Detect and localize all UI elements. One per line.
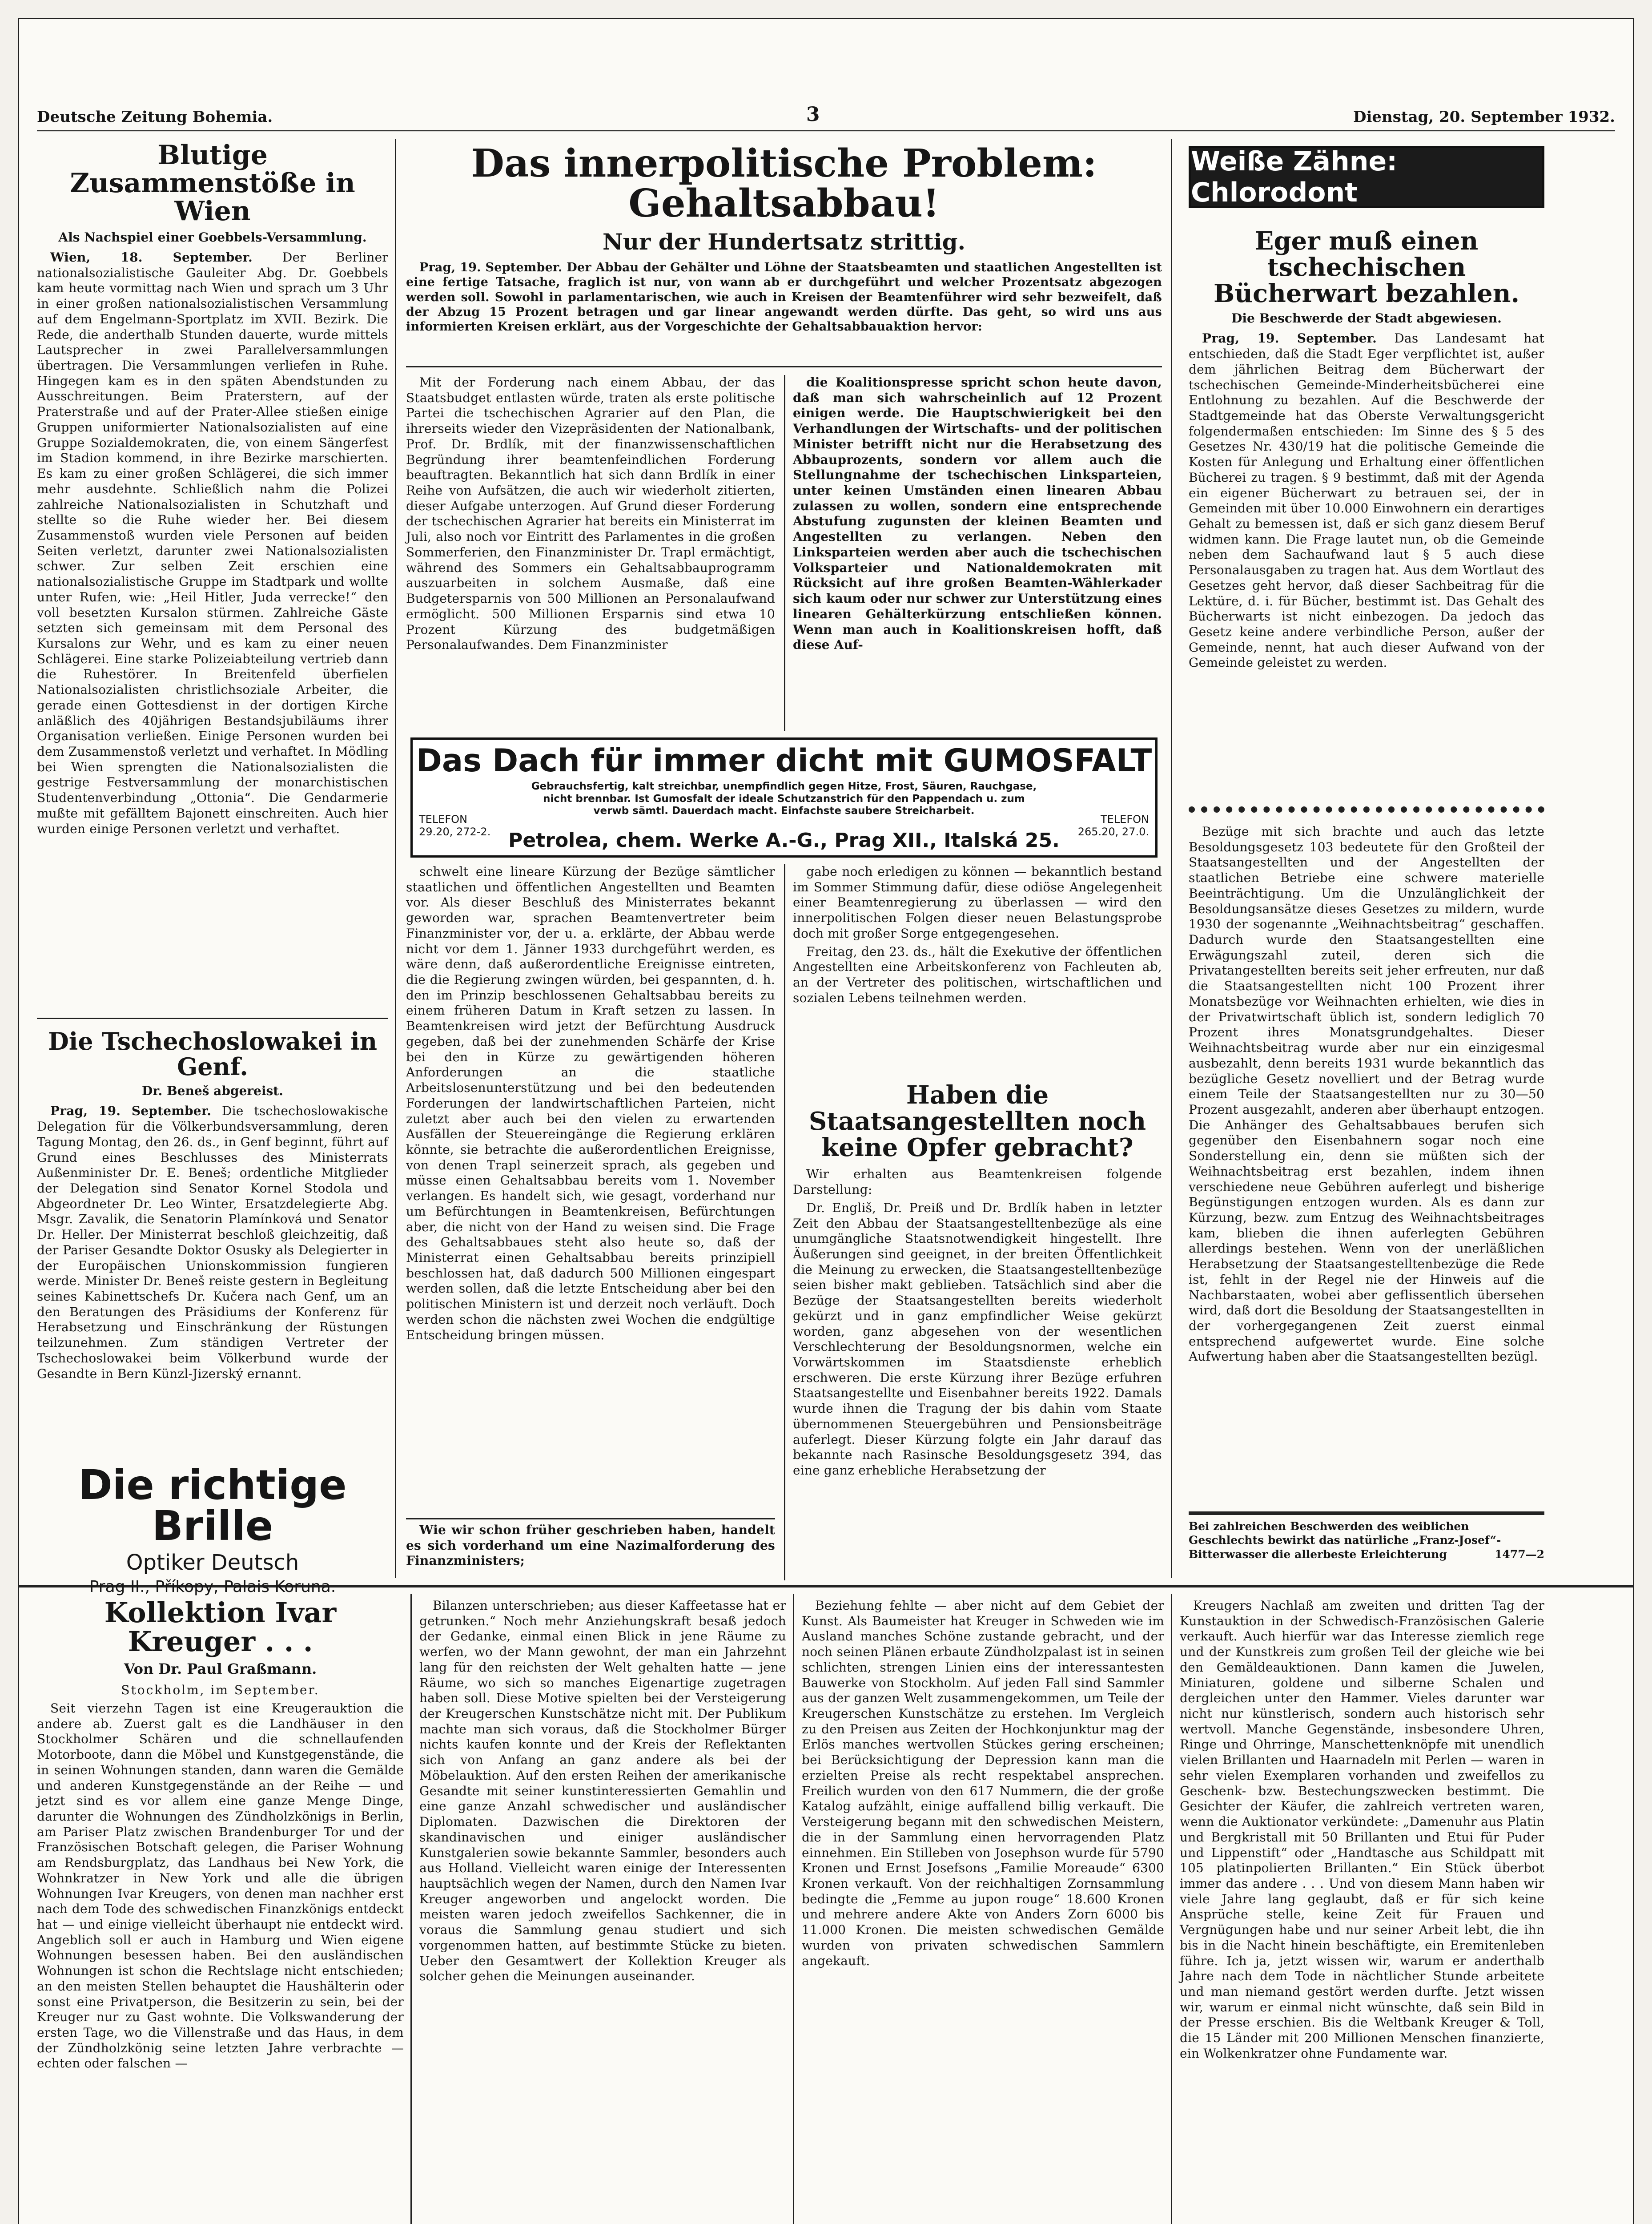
paragraph: die Koalitionspresse spricht schon heute davon, daß man sich wahrscheinlich auf 12 Prozent einigen werde. Die Hauptschwierigkeit bei den Verhandlungen der Wirtschafts- und der politischen Minister betrifft nicht nur die Herabsetzung des Abbauprozents, sondern vor allem auch die Stellungnahme der tschechischen Linksparteien, unter keinen Umständen einen linearen Abbau zulassen zu wollen, sondern eine entsprechende Abstufung zugunsten der kleinen Beamten und Angestellten zu verlangen. Neben den Linksparteien werden aber auch die tschechischen Volksparteier und Nationaldemokraten mit Rücksicht auf ihre großen Beamten-Wählerkader sich kaum oder nur schwer zur Unterstützung eines linearen Gehälterkürzung entschließen können. Wenn man auch in Koalitionskreisen hofft, daß diese Auf- (793, 375, 1162, 653)
newspaper-page (18, 18, 1634, 2224)
article-genf (37, 1029, 388, 1451)
lead: Der Abbau der Gehälter und Löhne der Staatsbeamten und staatlichen Angestellten ist eine fertige Tatsache, fraglich ist nur, von wann ab er durchgeführt und welcher Prozentsatz abgezogen werden soll. Sowohl in parlamentarischen, wie auch in Kreisen der Beamtenführer wird sehr bezweifelt, daß der Abzug 15 Prozent betragen und gar linear angewandt werden dürfte. Das geht, so wird uns aus informierten Kreisen erklärt, aus der Vorgeschichte der Gehaltsabbauaktion hervor: (406, 260, 1162, 334)
ad-chlorodont (1189, 146, 1544, 208)
ad-text: Bei zahlreichen Beschwerden des weiblichen Geschlechts bewirkt das natürliche „Franz-Josef“-Bitterwasser die allerbeste Erleichterung (1189, 1520, 1501, 1561)
column-rule (395, 139, 396, 1578)
kreuger-col2 (419, 1598, 786, 2224)
kreuger-col4 (1180, 1598, 1544, 2224)
gehalt-col3-end (406, 1523, 775, 1580)
article-rule (406, 366, 1162, 367)
page-number: 3 (806, 103, 820, 126)
headline: Kollektion Ivar Kreuger . . . (104, 1596, 337, 1658)
article-kreuger (37, 1598, 404, 2224)
ad-company: Petrolea, chem. Werke A.-G., Prag XII., Italská 25. (508, 829, 1060, 852)
subhead: Die Beschwerde der Stadt abgewiesen. (1231, 311, 1502, 326)
dateline: Prag, 19. September. (1202, 331, 1377, 346)
paragraph: schwelt eine lineare Kürzung der Bezüge sämtlicher staatlichen und öffentlichen Angestellten und Beamten vor. Als dieser Beschluß des Ministerrates bekannt geworden war, sprachen Beamtenvertreter beim Finanzminister vor, der u. a. erklärte, der Abbau werde nicht vor dem 1. Jänner 1933 durchgeführt werden, es wäre denn, daß außerordentliche Ereignisse eintreten, die die Regierung zwingen würden, bei gespannten, d. h. den im Prinzip beschlossenen Gehaltsabbau bereits zu einem früheren Datum in Kraft setzen zu lassen. In Beamtenkreisen wird jetzt der Befürchtung Ausdruck gegeben, daß bei der zunehmenden Schärfe der Krise bei den in Kürze zu gewärtigenden höheren Anforderungen an die staatliche Arbeitslosenunterstützung und bei den bedeutenden Forderungen der landwirtschaftlichen Parteien, nicht zuletzt aber auch bei den vielen zu erwartenden Ausfällen der Steuereingänge die Regierung erklären könnte, sie betrachte die außerordentlichen Ereignisse, von denen Trapl seinerzeit sprach, als gegeben und müsse einen Gehaltsabbau bereits vom 1. November verlangen. Es handelt sich, wie gesagt, vorderhand nur um Befürchtungen in Beamtenkreisen, Befürchtungen aber, die nicht von der Hand zu weisen sind. Die Frage des Gehaltsabbaues steht also heute so, daß der Ministerrat einen Gehaltsabbau bereits prinzipiell beschlossen hat, daß dadurch 500 Millionen eingespart werden sollen, daß die letzte Entscheidung aber bei den politischen Ministern ist und derzeit noch verläuft. Doch werden schon die nächsten zwei Wochen die endgültige Entscheidung bringen müssen. (406, 864, 775, 1342)
paper-name: Deutsche Zeitung Bohemia. (37, 108, 273, 126)
column-rule (784, 375, 785, 731)
column-rule (1171, 1594, 1172, 2224)
paragraph: Seit vierzehn Tagen ist eine Kreugerauktion die andere ab. Zuerst galt es die Landhäuser in den Stockholmer Schären und die schnellaufenden Motorboote, dann die Möbel und Kunstgegenstände, die in seinen Wohnungen standen, dann waren die Gemälde und anderen Kunstgegenstände an der Reihe — und jetzt sind es vor allem eine ganze Menge Dinge, darunter die Wohnungen des Zündholzkönigs in Berlin, am Pariser Platz zwischen Brandenburger Tor und der Französischen Botschaft gelegen, die Pariser Wohnung am Rendsburgplatz, das Landhaus bei New York, die Wohnkratzer in New York und alle die übrigen Wohnungen Ivar Kreugers, von denen man nachher erst nach dem Tode des schwedischen Finanzkönigs entdeckt hat — und einige vielleicht überhaupt nie entdeckt wird. Angeblich soll er auch in Hamburg und Wien eigene Wohnungen besessen haben. Bei den ausländischen Wohnungen ist schon die Rechtslage nicht entschieden; an den meisten Stellen behauptet die Haushälterin oder sonst eine Privatperson, die Besitzerin zu sein, bei der Kreuger nur zu Gast wohnte. Die Volkswanderung der ersten Tage, wo die Villenstraße und das Haus, in dem der Zündholzkönig seine letzten Jahre verbrachte — echten oder falschen — (37, 1700, 404, 2071)
gehalt-col1 (406, 375, 775, 731)
dateline: Wien, 18. September. (50, 250, 253, 265)
headline: Blutige Zusammenstöße in Wien (70, 140, 355, 227)
subhead: Dr. Beneš abgereist. (142, 1084, 283, 1099)
phone-label: TELEFON (1100, 813, 1149, 826)
headline: Haben die Staatsangestellten noch keine Opfer gebracht? (808, 1080, 1146, 1162)
ad-gumosfalt (410, 737, 1158, 858)
article-wien (37, 141, 388, 1013)
article-body: Dr. Engliš, Dr. Preiß und Dr. Brdlík haben in letzter Zeit den Abbau der Staatsangestelltenbezüge als eine unumgängliche Staatsnotwendigkeit hingestellt. Ihre Äußerungen sind geeignet, in der breiten Öffentlichkeit die Meinung zu erwecken, die Staatsangestelltenbezüge seien bisher makt geblieben. Tatsächlich sind aber die Bezüge der Staatsangestellten bereits wiederholt gekürzt und in ganz empfindlicher Weise gekürzt worden, ganz abgesehen von der wesentlichen Verschlechterung der Besoldungsnormen, welche ein Vorwärtskommen im Staatsdienste erheblich erschweren. Die erste Kürzung ihrer Bezüge erfuhren Staatsangestellte und Eisenbahner bereits 1922. Damals wurde ihnen die Tragung der bis dahin vom Staate übernommenen Steuergebühren und Pensionsbeiträge auferlegt. Dieser Kürzung folgte ein Jahr darauf das bekannte nach Rasinsche Besoldungsgesetz 394, das eine ganz erhebliche Herabsetzung der (793, 1200, 1162, 1478)
paragraph: gabe noch erledigen zu können — bekanntlich bestand im Sommer Stimmung dafür, diese odiöse Angelegenheit einer Beamtenregierung zu überlassen — wird den innerpolitischen Folgen dieser neuen Belastungsprobe doch mit großer Sorge entgegengesehen. (793, 864, 1162, 941)
paragraph: Kreugers Nachlaß am zweiten und dritten Tag der Kunstauktion in der Schwedisch-Französischen Galerie verkauft. Auch hierfür war das Interesse ziemlich rege und der Kunstkreis zum großen Teil der gleiche wie bei den Gemäldeauktionen. Dann kamen die Juwelen, Miniaturen, goldene und silberne Schalen und dergleichen unter den Hammer. Vieles darunter war nicht nur künstlerisch, sondern auch historisch sehr wertvoll. Manche Gegenstände, insbesondere Uhren, Ringe und Ohrringe, Manschettenknöpfe mit unendlich vielen Brillanten und Haarnadeln mit Perlen — waren in sehr vielen Exemplaren vorhanden und zweifellos zu Geschenk- bzw. Bestechungszwecken bestimmt. Die Gesichter der Käufer, die zahlreich vertreten waren, wenn die Auktionator verkündete: „Damenuhr aus Platin und Bergkristall mit 50 Brillanten und Etui für Puder und Lippenstift“ oder „Handtasche aus Schildpatt mit 105 platinpolierten Brillanten.“ Ein Stück überbot immer das andere . . . Und von diesem Mann haben wir viele Jahre lang geglaubt, daß er für sich keine Ansprüche stelle, keine Zeit für Frauen und Vergnügungen habe und nur seiner Arbeit lebt, die ihn bis in die Nacht hinein beschäftigte, ein Eremitenleben führe. Ich ja, jetzt wissen wir, warum er anderthalb Jahre nach dem Tode in nächtlicher Stunde arbeitete und man niemand gestört werden durfte. Jetzt wissen wir, warum er einmal nicht wünschte, daß sein Bild in der Presse erschien. Bis die Weltbank Kreuger & Toll, die 15 Länder mit 200 Millionen Menschen finanzierte, ein Wolkenkratzer ohne Fundamente war. (1180, 1598, 1544, 2061)
paragraph: Mit der Forderung nach einem Abbau, der das Staatsbudget entlasten würde, traten als erste politische Partei die tschechischen Agrarier auf den Plan, die ihrerseits wieder den Vizepräsidenten der Nationalbank, Prof. Dr. Brdlík, mit der finanzwissenschaftlichen Begründung ihrer beamtenfeindlichen Forderung beauftragten. Bekanntlich hat sich dann Brdlík in einer Reihe von Aufsätzen, die auch wir wiederholt zitierten, dieser Aufgabe unterzogen. Auf Grund dieser Forderung der tschechischen Agrarier hat bereits ein Ministerrat im Juli, also noch vor Eintritt des Parlamentes in die großen Sommerferien, den Finanzminister Dr. Trapl ermächtigt, während des Sommers ein Gehaltsabbauprogramm auszuarbeiten in solchem Ausmaße, daß eine Budgetersparnis von 500 Millionen an Personalaufwand ermöglicht. 500 Millionen Ersparnis sind etwa 10 Prozent Kürzung des budgetmäßigen Personalaufwandes. Dem Finanzminister (406, 375, 775, 653)
article-weihnacht (1189, 824, 1544, 1509)
gehalt-col3 (406, 864, 775, 1514)
phone-number: 29.20, 272-2. (419, 826, 491, 838)
phone-number: 265.20, 27.0. (1077, 826, 1149, 838)
ad-text: Weiße Zähne: Chlorodont (1191, 146, 1398, 208)
section-ornament (1189, 806, 1544, 822)
dateline: Prag, 19. September. (50, 1104, 212, 1119)
phone-label: TELEFON (419, 813, 468, 826)
article-rule (406, 1518, 775, 1519)
ad-address: Prag II., Příkopy, Palais Koruna. (89, 1578, 336, 1596)
ad-name: Optiker Deutsch (126, 1550, 299, 1575)
ad-headline: Das Dach für immer dicht mit GUMOSFALT (416, 742, 1152, 779)
article-rule (37, 1018, 388, 1019)
article-body: Bezüge mit sich brachte und auch das letzte Besoldungsgesetz 103 bedeutete für den Großteil der Staatsangestellten und der Angestellten der staatlichen Betriebe eine schwere materielle Beeinträchtigung. Um die Unzulänglichkeit der Besoldungsansätze dieses Gesetzes zu mildern, wurde 1930 der sogenannte „Weihnachtsbeitrag“ geschaffen. Dadurch wurde den Staatsangestellten eine Erwägungszahl zuteil, deren sich die Privatangestellten bereits seit jeher erfreuten, nur daß die Staatsangestellten nicht 100 Prozent ihrer Monatsbezüge vor Weihnachten erhielten, wie dies in der Privatwirtschaft üblich ist, sondern lediglich 70 Prozent ihres Monatsgrundgehaltes. Dieser Weihnachtsbeitrag wurde aber nur ein einzigesmal ausbezahlt, denn bereits 1931 wurde bekanntlich das bezügliche Gesetz novelliert und der Betrag wurde einem Teile der Staatsangestellten nur zu 30—50 Prozent ausgezahlt, anderen aber überhaupt entzogen. Die Anhänger des Gehaltsabbaues berufen sich gegenüber den Eisenbahnern sogar noch eine Sonderstellung ein, denn sie müßten sich der Weihnachtsbeitrag erst bezahlen, indem ihnen verschiedene neue Gebühren auferlegt und bisherige Begünstigungen entzogen wurden. Als es dann zur Kürzung, bezw. zum Entzug des Weihnachtsbeitrages kam, blieben die ihnen auferlegten Gebühren allerdings bestehen. Wenn von der unerläßlichen Herabsetzung der Staatsangestelltenbezüge die Rede ist, fehlt in der Regel nie der Hinweis auf die Nachbarstaaten, wobei aber geflissentlich übersehen wird, daß dort die Besoldung der Staatsangestellten in der vorhergegangenen Zeit zuerst einmal entsprechend aufgewertet wurde. Eine solche Aufwertung haben aber die Staatsangestellten bezügl. (1189, 824, 1544, 1364)
headline: Das innerpolitische Problem: Gehaltsabbau! (471, 141, 1097, 226)
gehalt-col4 (793, 864, 1162, 1073)
gehalt-col2 (793, 375, 1162, 731)
article-gehalt-header (406, 141, 1162, 334)
byline: Von Dr. Paul Graßmann. (124, 1660, 317, 1678)
paragraph: Wie wir schon früher geschrieben haben, handelt es sich vorderhand um eine Nazimalforderung des Finanzministers; (406, 1523, 775, 1568)
article-body: Der Berliner nationalsozialistische Gauleiter Abg. Dr. Goebbels kam heute vormittag nach Wien und sprach um 3 Uhr in einer großen nationalsozialistischen Versammlung auf dem Engelmann-Sportplatz im XVII. Bezirk. Die Rede, die anderthalb Stunden dauerte, wurde mittels Lautsprecher in zwei Parallelversammlungen übertragen. Die Versammlungen verliefen in Ruhe. Hingegen kam es in den späten Abendstunden zu Ausschreitungen. Beim Praterstern, auf der Praterstraße und auf der Prater-Allee stießen einige Gruppen uniformierter Nationalsozialisten auf eine Gruppe Sozialdemokraten, die, von einem Sängerfest im Stadion kommend, in ihre Bezirke marschierten. Es kam zu einer großen Schlägerei, die sich immer mehr ausdehnte. Schließlich nahm die Polizei zahlreiche Nationalsozialisten in Schutzhaft und stellte so die Ruhe wieder her. Bei diesem Zusammenstoß wurden viele Personen auf beiden Seiten verletzt, darunter zwei Nationalsozialisten schwer. Zur selben Zeit erschien eine nationalsozialistische Gruppe im Stadtpark und wollte unter Rufen, wie: „Heil Hitler, Juda verrecke!“ den voll besetzten Kursalon stürmen. Zahlreiche Gäste setzten sich gemeinsam mit dem Personal des Kursalons zur Wehr, und es kam zu einer neuen Schlägerei. Eine starke Polizeiabteilung vertrieb dann die Ruhestörer. In Breitenfeld überfielen Nationalsozialisten christlichsoziale Arbeiter, die gerade einen Gottesdienst in der dortigen Kirche anläßlich des 40jährigen Bestandsjubiläums ihrer Organisation verließen. Einige Personen wurden bei dem Zusammenstoß verletzt und verhaftet. In Mödling bei Wien sprengten die Nationalsozialisten die gestrige Festversammlung der monarchistischen Studentenverbindung „Ottonia“. Die Gendarmerie mußte mit gefälltem Bajonett einschreiten. Auch hier wurden einige Personen verletzt und verhaftet. (37, 250, 388, 836)
masthead (37, 86, 1615, 132)
paragraph: Bilanzen unterschrieben; aus dieser Kaffeetasse hat er getrunken.“ Noch mehr Anziehungskraft besaß jedoch der Gedanke, einmal einen Blick in jene Räume zu werfen, wo der Mann gewohnt, der man ein Jahrzehnt lang für den reichsten der Welt gehalten hatte — jene Räume, wo sich so manches Eigenartige zugetragen haben soll. Diese Motive spielten bei der Versteigerung der Kreugerschen Kunstschätze nicht mit. Der Publikum machte man sich voraus, daß die Stockholmer Bürger nichts kaufen konnte und der Kreis der Reflektanten sich von Anfang an ganz andere als bei der Möbelauktion. Auf den ersten Reihen der amerikanische Gesandte mit seiner kunstinteressierten Gemahlin und eine ganze Anzahl schwedischer und ausländischer Diplomaten. Dazwischen die Direktoren der skandinavischen und einiger ausländischer Kunstgalerien sowie bekannte Sammler, besonders auch aus Holland. Vielleicht waren einige der Interessenten hauptsächlich wegen der Namen, durch den Namen Ivar Kreuger angeworben und angelockt worden. Die meisten waren jedoch zweifellos Sachkenner, die in voraus die Sammlung genau studiert und sich vorgenommen hatten, auf bestimmte Stücke zu bieten. Ueber den Gesamtwert der Kollektion Kreuger als solcher gehen die Meinungen auseinander. (419, 1598, 786, 1984)
ad-franzjosef (1189, 1511, 1544, 1586)
article-body: Die tschechoslowakische Delegation für die Völkerbundsversammlung, deren Tagung Montag, den 26. ds., in Genf beginnt, führt auf Grund eines Beschlusses des Ministerrats Außenminister Dr. E. Beneš; ordentliche Mitglieder der Delegation sind Senator Kornel Stodola und Abgeordneter Dr. Leo Winter, Ersatzdelegierte Abg. Msgr. Zavalik, die Senatorin Plamínková und Senator Dr. Heller. Der Ministerrat beschloß gleichzeitig, daß der Pariser Gesandte Doktor Osusky als Delegierter in der Europäischen Unionskommission fungieren werde. Minister Dr. Beneš reiste gestern in Begleitung seines Kabinettschefs Dr. Kučera nach Genf, um an den Beratungen des Präsidiums der Konferenz für Herabsetzung und Einschränkung der Rüstungen teilzunehmen. Zum ständigen Vertreter der Tschechoslowakei beim Völkerbund wurde der Gesandte in Bern Künzl-Jizerský ernannt. (37, 1104, 388, 1381)
column-rule (784, 864, 785, 1580)
dateline: Prag, 19. September. (419, 260, 563, 274)
headline: Eger muß einen tschechischen Bücherwart bezahlen. (1213, 226, 1520, 308)
paragraph: Freitag, den 23. ds., hält die Exekutive der öffentlichen Angestellten eine Arbeitskonferenz von Fachleuten ab, an der Vertreter des politischen, wirtschaftlichen und sozialen Lebens teilnehmen werden. (793, 944, 1162, 1005)
column-rule (793, 1594, 794, 2224)
paragraph: Beziehung fehlte — aber nicht auf dem Gebiet der Kunst. Als Baumeister hat Kreuger in Schweden wie im Ausland manches Schöne zustande gebracht, und der noch seinen Plänen erbaute Zündholzpalast ist in seinen schlichten, strengen Linien eins der interessantesten Bauwerke von Stockholm. Auf jeden Fall sind Sammler aus der ganzen Welt zusammengekommen, um Teile der Kreugerschen Kunstschätze zu erstehen. Im Vergleich zu den Preisen aus Zeiten der Hochkonjunktur mag der Erlös manches wertvollen Stückes gering erscheinen; bei Berücksichtigung der Depression kann man die erzielten Preise als recht respektabel ansprechen. Freilich wurden von den 617 Nummern, die der große Katalog aufzählt, einige auffallend billig verkauft. Die Versteigerung begann mit den schwedischen Meistern, die in der Sammlung einen hervorragenden Platz einnehmen. Ein Stilleben von Josephson wurde für 5790 Kronen und Ernst Josefsons „Familie Moreaude“ 6300 Kronen verkauft. Von der reichhaltigen Zornsammlung bedingte die „Femme au jupon rouge“ 18.600 Kronen und mehrere andere Akte von Anders Zorn 6000 bis 11.000 Kronen. Die meisten schwedischen Gemälde wurden von privaten schwedischen Sammlern angekauft. (802, 1598, 1164, 1968)
ad-brille (37, 1461, 388, 1596)
article-body: Das Landesamt hat entschieden, daß die Stadt Eger verpflichtet ist, außer dem jährlichen Beitrag dem Bücherwart der tschechischen Gemeinde-Minderheitsbücherei eine Entlohnung zu bezahlen. Auf die Beschwerde der Stadtgemeinde hat das Oberste Verwaltungsgericht folgendermaßen entschieden: Im Sinne des § 5 des Gesetzes Nr. 430/19 hat die politische Gemeinde die Kosten für Anlegung und Erhaltung einer öffentlichen Bücherei zu tragen. § 9 bestimmt, daß mit der Agenda ein eigener Bücherwart zu betrauen sei, der in Gemeinden mit über 10.000 Einwohnern ein derartiges Gehalt zu bemessen ist, daß er sich ganz diesem Beruf widmen kann. Die Frage lautet nun, ob die Gemeinde neben dem Sachaufwand laut § 5 auch diese Personalausgaben zu tragen hat. Aus dem Wortlaut des Gesetzes geht hervor, daß dieser Sachbeitrag für die Lektüre, d. i. für Bücher, bestimmt ist. Das Gehalt des Bücherwarts ist nicht einbezogen. Da jedoch das Gesetz keine andere verbindliche Person, außer der Gemeinde, nennt, hat auch dieser Aufwand von der Gemeinde geleistet zu werden. (1189, 331, 1545, 670)
column-rule (410, 1594, 412, 2224)
article-opfer (793, 1082, 1162, 1580)
ad-title: Die richtige Brille (78, 1461, 347, 1550)
subhead: Als Nachspiel einer Goebbels-Versammlung. (58, 230, 367, 245)
intro: Wir erhalten aus Beamtenkreisen folgende Darstellung: (793, 1167, 1162, 1197)
ad-text: Gebrauchsfertig, kalt streichbar, unempfindlich gegen Hitze, Frost, Säuren, Rauchgase, nicht brennbar. Ist Gumosfalt der ideale Schutzanstrich für den Pappendach u. zum verwb sämtl. Dauerdach macht. Einfachste saubere Streicharbeit. (531, 781, 1037, 817)
subhead: Nur der Hundertsatz strittig. (602, 228, 966, 255)
headline: Die Tschechoslowakei in Genf. (48, 1027, 378, 1081)
dateline: Stockholm, im September. (121, 1683, 320, 1698)
column-rule (1171, 139, 1172, 1578)
article-eger (1189, 228, 1544, 798)
kreuger-col3 (802, 1598, 1164, 2224)
ad-code: 1477—2 (1495, 1547, 1544, 1561)
issue-date: Dienstag, 20. September 1932. (1353, 108, 1615, 126)
